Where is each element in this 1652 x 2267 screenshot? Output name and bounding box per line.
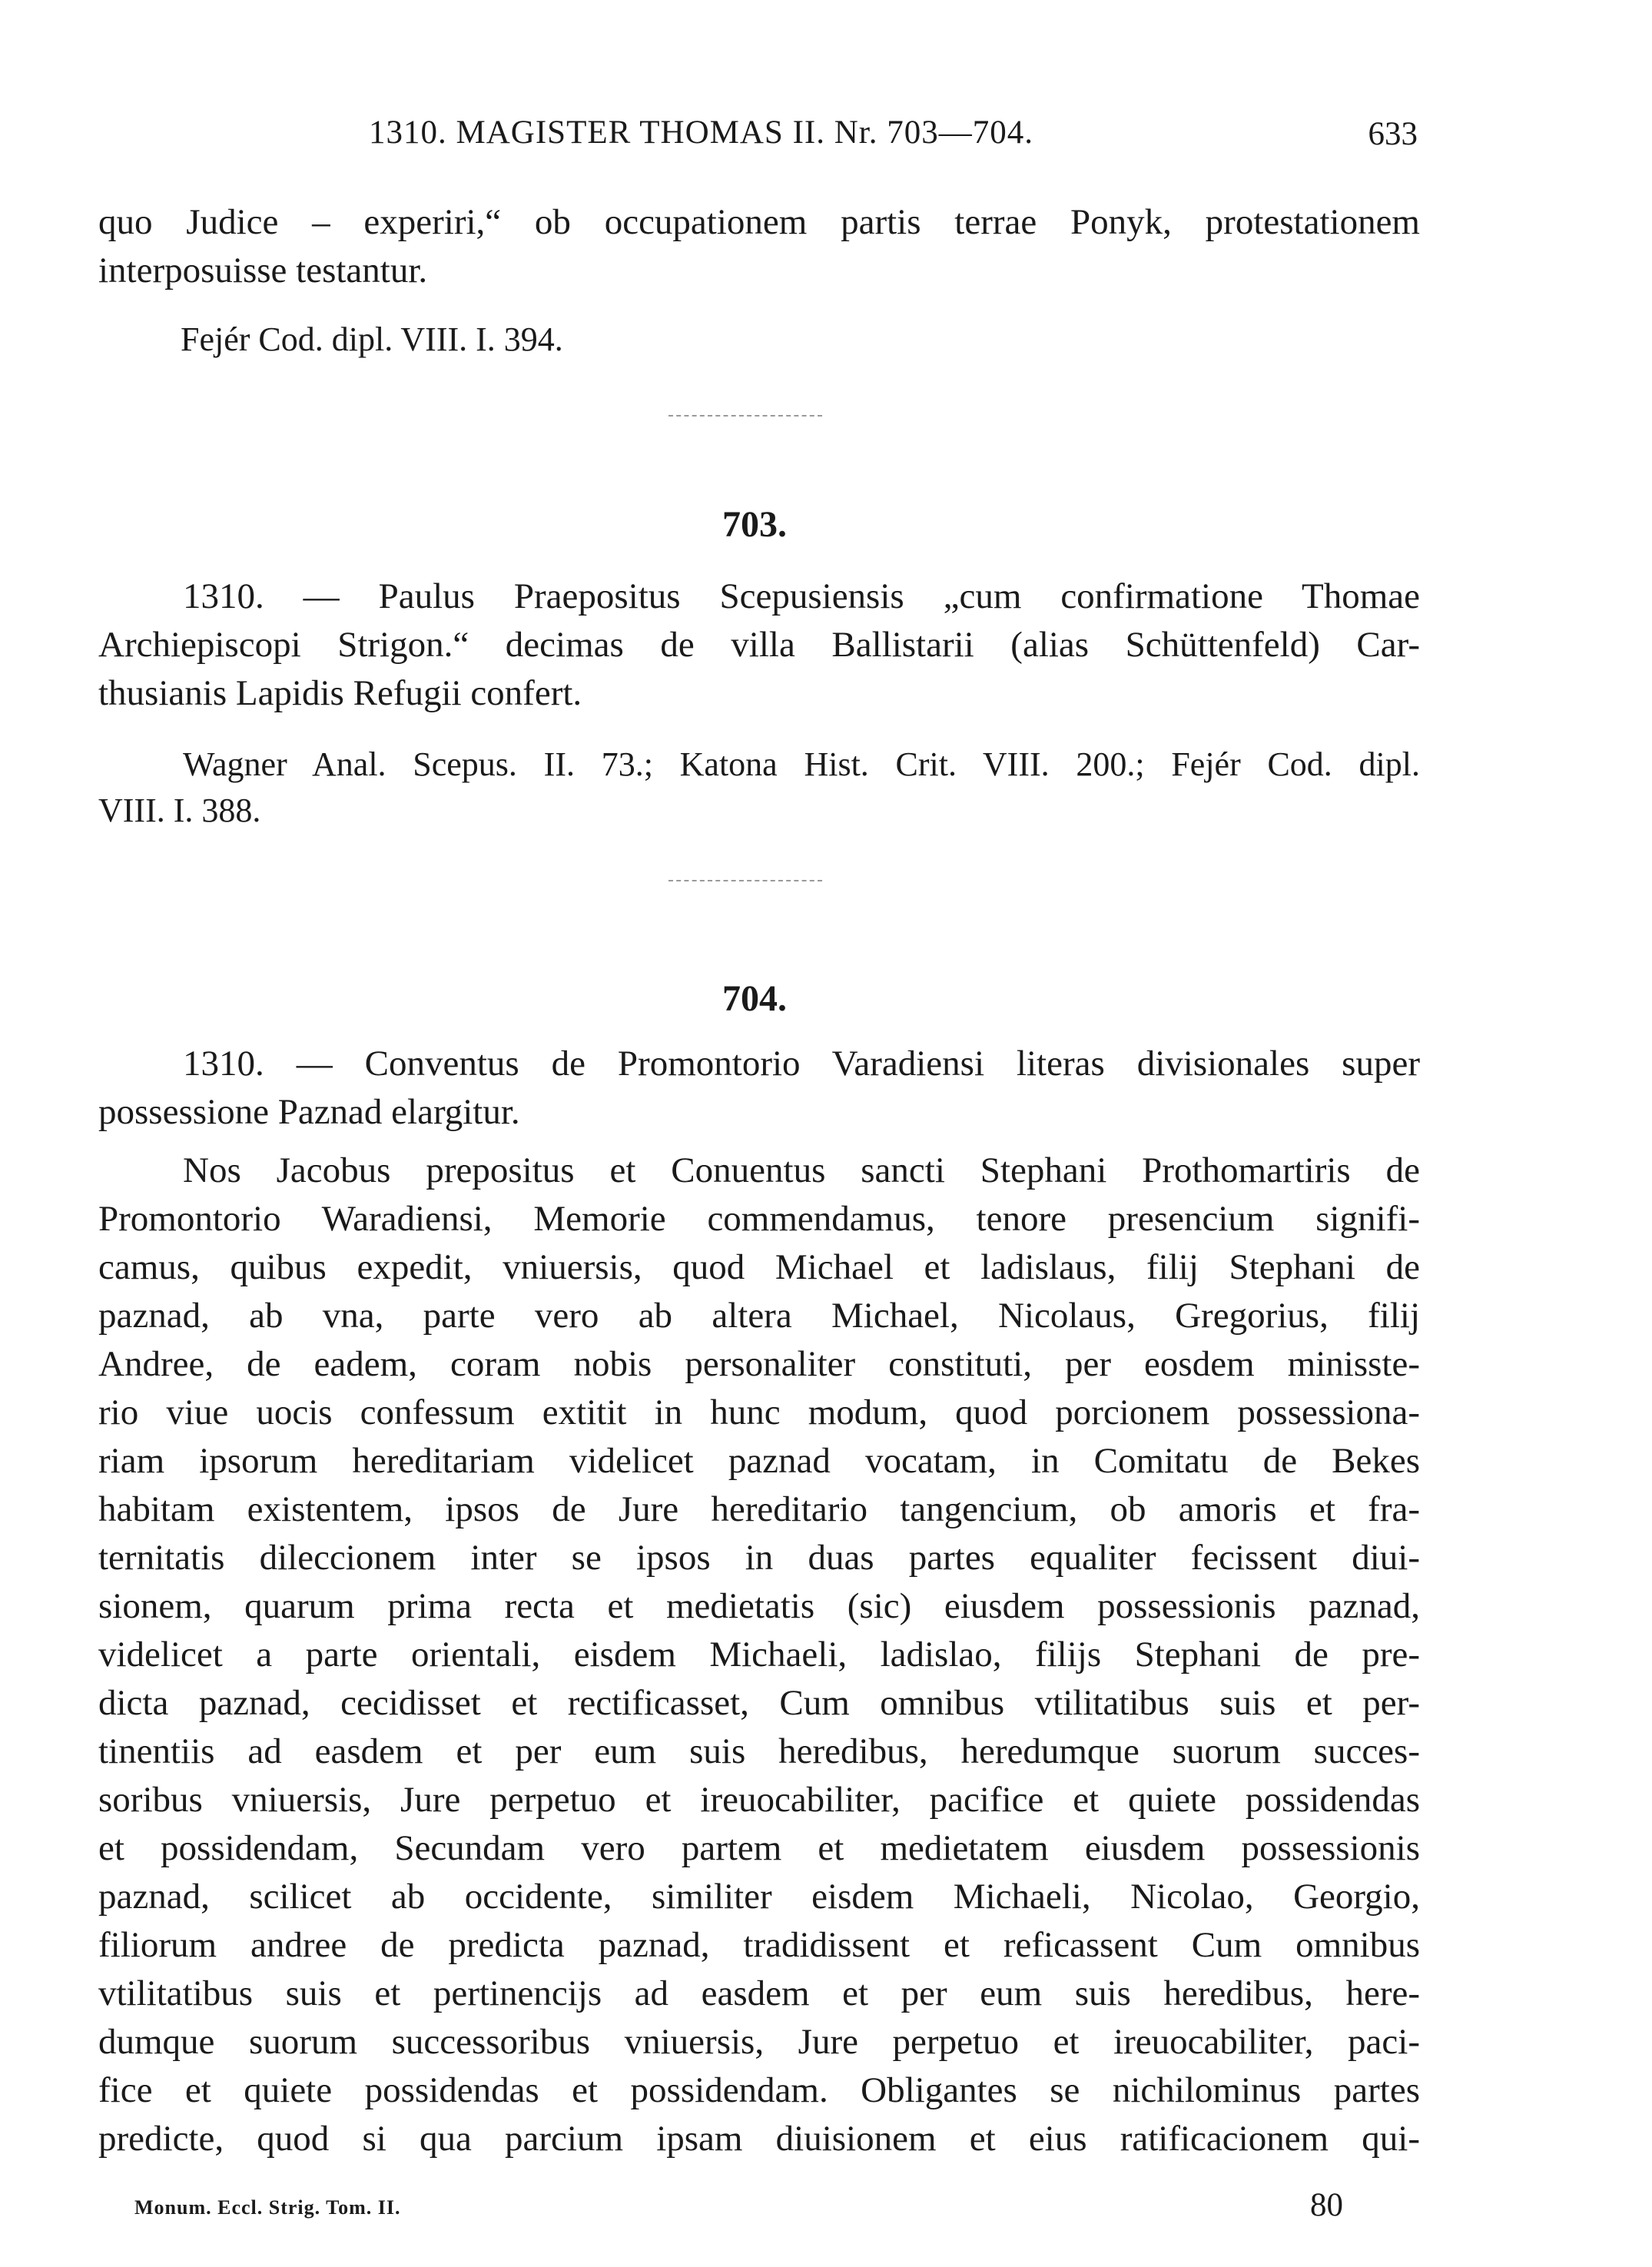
text-line: videlicet a parte orientali, eisdem Michaeli, ladislao, filijs Stephani de pre- <box>98 1635 1420 1675</box>
text-line: vtilitatibus suis et pertinencijs ad easdem et per eum suis heredibus, here- <box>98 1973 1420 2013</box>
carryover-paragraph <box>98 198 1420 295</box>
text-line: quo Judice – experiri,“ ob occupationem partis terrae Ponyk, protestationem <box>98 202 1420 242</box>
reference-703 <box>98 742 1420 834</box>
section-separator <box>668 415 822 418</box>
text-line: Archiepiscopi Strigon.“ decimas de villa Ballistarii (alias Schüttenfeld) Car- <box>98 625 1420 665</box>
text-line: Promontorio Waradiensi, Memorie commendamus, tenore presencium signifi- <box>98 1199 1420 1239</box>
text-line: dumque suorum successoribus vniuersis, Jure perpetuo et ireuocabiliter, paci- <box>98 2022 1420 2062</box>
carryover-reference <box>181 317 1502 363</box>
text-line: et possidendam, Secundam vero partem et medietatem eiusdem possessionis <box>98 1828 1420 1868</box>
reference-line: Fejér Cod. dipl. VIII. I. 394. <box>181 320 563 358</box>
section-separator <box>668 880 822 883</box>
text-line: ternitatis dileccionem inter se ipsos in duas partes equaliter fecissent diui- <box>98 1538 1420 1578</box>
text-line: interposuisse testantur. <box>98 251 428 290</box>
text-line: 1310. — Paulus Praepositus Scepusiensis „cum confirmatione Thomae <box>183 576 1420 616</box>
document-number-703: 703. <box>722 504 787 545</box>
document-number-704: 704. <box>722 978 787 1019</box>
signature-mark: Monum. Eccl. Strig. Tom. II. <box>134 2196 401 2219</box>
text-line: soribus vniuersis, Jure perpetuo et ireuocabiliter, pacifice et quiete possidendas <box>98 1780 1420 1820</box>
text-line: dicta paznad, cecidisset et rectificasset, Cum omnibus vtilitatibus suis et per- <box>98 1683 1420 1723</box>
text-line: tinentiis ad easdem et per eum suis heredibus, heredumque suorum succes- <box>98 1731 1420 1771</box>
summary-704 <box>98 1040 1420 1137</box>
text-line: 1310. — Conventus de Promontorio Varadiensi literas divisionales super <box>183 1044 1420 1084</box>
text-line: fice et quiete possidendas et possidendam. Obligantes se nichilominus partes <box>98 2070 1420 2110</box>
text-line: habitam existentem, ipsos de Jure hereditario tangencium, ob amoris et fra- <box>98 1489 1420 1529</box>
running-head: 1310. MAGISTER THOMAS II. Nr. 703—704. <box>369 115 1033 151</box>
text-line: riam ipsorum hereditariam videlicet paznad vocatam, in Comitatu de Bekes <box>98 1441 1420 1481</box>
text-line: thusianis Lapidis Refugii confert. <box>98 673 582 713</box>
text-line: predicte, quod si qua parcium ipsam diuisionem et eius ratificacionem qui- <box>98 2119 1420 2159</box>
page-number: 633 <box>1368 116 1418 152</box>
text-line: Nos Jacobus prepositus et Conuentus sancti Stephani Prothomartiris de <box>183 1150 1420 1190</box>
text-line: Andree, de eadem, coram nobis personaliter constituti, per eosdem minisste- <box>98 1344 1420 1384</box>
reference-line: VIII. I. 388. <box>98 792 261 829</box>
reference-line: Wagner Anal. Scepus. II. 73.; Katona Hist. Crit. VIII. 200.; Fejér Cod. dipl. <box>183 745 1420 783</box>
text-line: filiorum andree de predicta paznad, tradidissent et reficassent Cum omnibus <box>98 1925 1420 1965</box>
text-line: possessione Paznad elargitur. <box>98 1092 520 1132</box>
text-line: camus, quibus expedit, vniuersis, quod Michael et ladislaus, filij Stephani de <box>98 1247 1420 1287</box>
text-line: paznad, scilicet ab occidente, similiter eisdem Michaeli, Nicolao, Georgio, <box>98 1877 1420 1917</box>
text-line: rio viue uocis confessum extitit in hunc modum, quod porcionem possessiona- <box>98 1392 1420 1432</box>
charter-text-704 <box>98 1147 1420 2163</box>
text-line: sionem, quarum prima recta et medietatis (sic) eiusdem possessionis paznad, <box>98 1586 1420 1626</box>
text-line: paznad, ab vna, parte vero ab altera Michael, Nicolaus, Gregorius, filij <box>98 1296 1420 1336</box>
summary-703 <box>98 573 1420 718</box>
sheet-number: 80 <box>1310 2187 1343 2223</box>
